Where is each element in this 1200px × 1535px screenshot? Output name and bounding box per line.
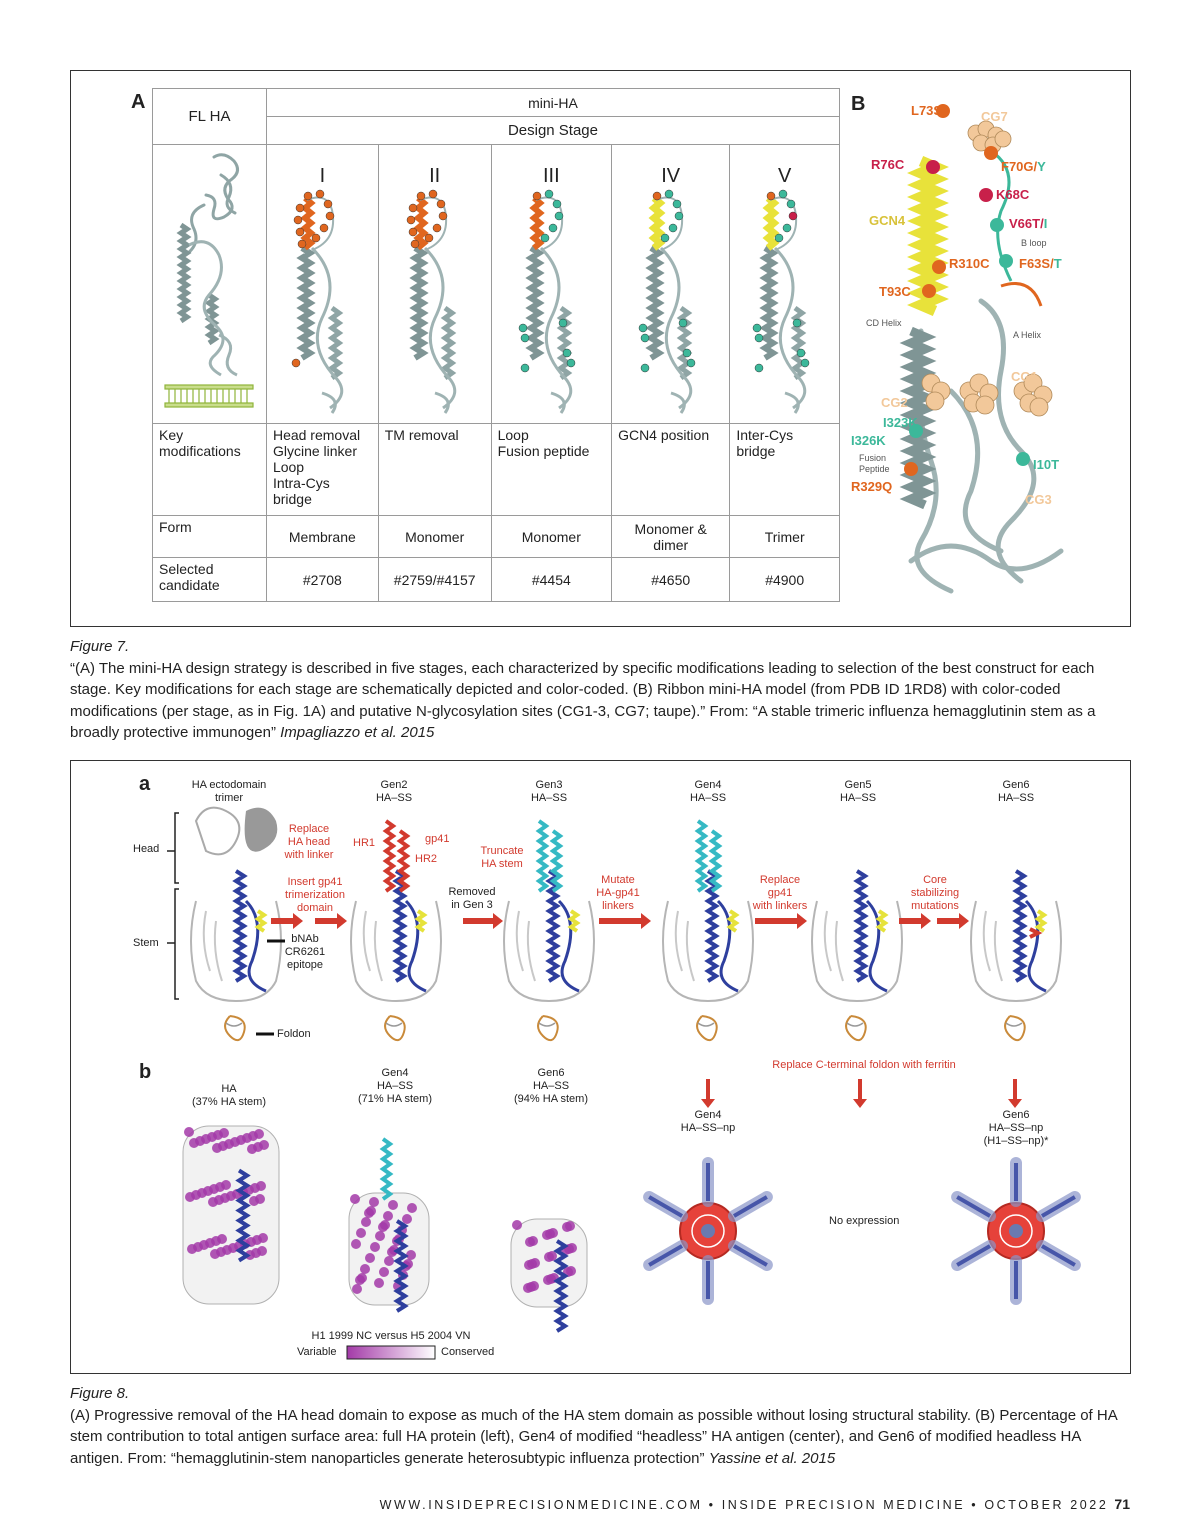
page-footer — [0, 1496, 1130, 1512]
label-i323k: I323K — [883, 415, 918, 430]
label-core-mutations: Core stabilizing mutations — [910, 874, 960, 912]
label-b-gen4: Gen4 HA–SS (71% HA stem) — [358, 1067, 432, 1105]
label-truncate: Truncate HA stem — [480, 845, 524, 870]
label-f63s: F63S/T — [1019, 256, 1062, 271]
mini-ha-header: mini-HA — [266, 89, 839, 117]
header-gen2: Gen2 HA–SS — [375, 779, 413, 804]
footer-text: WWW.INSIDEPRECISIONMEDICINE.COM • INSIDE PRECISION MEDICINE • OCTOBER 2022 — [379, 1498, 1109, 1512]
label-no-expression: No expression — [829, 1215, 900, 1227]
fl-ha-structure-cell — [153, 145, 267, 424]
label-b-gen6: Gen6 HA–SS (94% HA stem) — [514, 1067, 588, 1105]
stage-3-candidate: #4454 — [491, 558, 611, 602]
figure-7-citation: Impagliazzo et al. 2015 — [280, 724, 435, 741]
label-replace-gp41: Replace gp41 with linkers — [752, 874, 808, 912]
stage-3-label: III — [542, 165, 560, 187]
stage-4-structure — [621, 188, 721, 418]
header-ha-ectodomain: HA ectodomain trimer — [191, 779, 267, 804]
header-gen5: Gen5 HA–SS — [839, 779, 877, 804]
label-r310c: R310C — [949, 256, 990, 271]
stage-3-modifications: Loop Fusion peptide — [491, 424, 611, 516]
label-cg7: CG7 — [981, 109, 1008, 124]
label-k68c: K68C — [996, 187, 1030, 202]
stage-2-modifications: TM removal — [378, 424, 491, 516]
figure-8 — [70, 760, 1131, 1374]
stage-5-form: Trimer — [730, 516, 840, 558]
stage-2-candidate: #2759/#4157 — [378, 558, 491, 602]
stage-4-candidate: #4650 — [612, 558, 730, 602]
figure-7-caption — [70, 636, 1132, 744]
panel-a-letter-fig8: a — [139, 773, 151, 795]
label-removed-gen3: Removed in Gen 3 — [448, 886, 496, 911]
stage-3-cell — [491, 145, 611, 424]
label-replace-foldon: Replace C-terminal foldon with ferritin — [772, 1059, 956, 1071]
label-insert-gp41: Insert gp41 trimerization domain — [285, 876, 345, 914]
fl-ha-header: FL HA — [153, 89, 267, 145]
header-gen6: Gen6 HA–SS — [997, 779, 1035, 804]
figure-8-citation: Yassine et al. 2015 — [708, 1449, 836, 1467]
label-cg2: CG2 — [881, 395, 908, 410]
stage-3-structure — [501, 188, 601, 418]
figure-8-caption-title: Figure 8. — [70, 1385, 130, 1402]
stage-5-label: V — [778, 165, 792, 187]
label-gcn4: GCN4 — [869, 213, 906, 228]
stage-5-structure — [735, 188, 835, 418]
mini-ha-ribbon-model — [851, 91, 1121, 611]
stage-2-cell — [378, 145, 491, 424]
stage-4-form: Monomer & dimer — [612, 516, 730, 558]
stage-4-modifications: GCN4 position — [612, 424, 730, 516]
stage-4-label: IV — [661, 165, 681, 187]
legend-title: H1 1999 NC versus H5 2004 VN — [311, 1330, 471, 1342]
selected-candidate-label: Selected candidate — [153, 558, 267, 602]
label-replace-head: Replace HA head with linker — [284, 823, 334, 861]
form-label: Form — [153, 516, 267, 558]
label-i10t: I10T — [1033, 457, 1060, 472]
panel-b-letter-fig8: b — [139, 1061, 152, 1083]
stage-3-form: Monomer — [491, 516, 611, 558]
stage-1-structure — [272, 188, 372, 418]
stage-5-modifications: Inter-Cys bridge — [730, 424, 840, 516]
page-number: 71 — [1114, 1496, 1130, 1512]
figure-7-caption-body: “(A) The mini-HA design strategy is described in five stages, each characterized by specific modifications leading to selection of the best construct for each stage. Key modifications for each stage are schematically depicted and color-coded. (B) Ribbon mini-HA model (from PDB ID 1RD8) with color-coded modifications (per stage, as in Fig. 1A) and putative N-glycosylation sites (CG1-3, CG7; taupe).” From: “A stable trimeric influenza hemagglutinin stem as a broadly protective immunogen” — [70, 659, 1096, 741]
label-r329q: R329Q — [851, 479, 893, 494]
label-f70g: F70G/Y — [1001, 159, 1046, 174]
label-stem: Stem — [133, 937, 159, 949]
label-v66t: V66T/I — [1009, 216, 1048, 231]
figure-8-caption — [70, 1383, 1132, 1469]
stage-2-label: II — [429, 165, 441, 187]
label-b-loop: B loop — [1021, 238, 1047, 248]
label-peptide: Peptide — [859, 464, 890, 474]
label-l73s: L73S — [911, 103, 943, 118]
key-modifications-label: Key modifications — [153, 424, 267, 516]
label-t93c: T93C — [879, 284, 911, 299]
label-fusion: Fusion — [859, 453, 887, 463]
label-cg1: CG1 — [1011, 369, 1038, 384]
stage-5-candidate: #4900 — [730, 558, 840, 602]
label-b-ha: HA (37% HA stem) — [192, 1083, 266, 1108]
label-r76c: R76C — [871, 157, 905, 172]
stage-1-cell — [266, 145, 378, 424]
gen4-nanoparticle — [649, 1163, 767, 1299]
figure-7 — [70, 70, 1131, 627]
stage-4-cell — [612, 145, 730, 424]
label-hr2: HR2 — [415, 853, 438, 865]
label-a-helix: A Helix — [1013, 330, 1042, 340]
membrane-lipids-icon — [165, 385, 253, 407]
structure-row — [153, 145, 840, 424]
stage-1-label: I — [319, 165, 326, 187]
label-gen4-np: Gen4 HA–SS–np — [680, 1109, 736, 1134]
label-i326k: I326K — [851, 433, 886, 448]
legend-conserved: Conserved — [441, 1346, 495, 1358]
panel-b-letter: B — [851, 93, 866, 115]
gen6-nanoparticle — [957, 1163, 1075, 1299]
stage-1-candidate: #2708 — [266, 558, 378, 602]
design-stage-header: Design Stage — [266, 117, 839, 145]
figure-7-caption-title: Figure 7. — [70, 638, 130, 655]
label-cg3: CG3 — [1025, 492, 1052, 507]
label-cd-helix: CD Helix — [866, 318, 902, 328]
conservation-legend-bar — [347, 1346, 435, 1359]
label-gen6-np: Gen6 HA–SS–np (H1–SS–np)* — [983, 1109, 1049, 1147]
panel-a-letter: A — [131, 91, 146, 113]
stage-2-structure — [385, 188, 485, 418]
stage-1-modifications: Head removal Glycine linker Loop Intra-Cys bridge — [266, 424, 378, 516]
header-gen3: Gen3 HA–SS — [530, 779, 568, 804]
stage-1-form: Membrane — [266, 516, 378, 558]
label-bnab-epitope: bNAb CR6261 epitope — [284, 933, 326, 971]
header-gen4: Gen4 HA–SS — [689, 779, 727, 804]
design-stage-table — [152, 88, 840, 602]
figure-8-caption-body: (A) Progressive removal of the HA head domain to expose as much of the HA stem domain as possible without losing structural stability. (B) Percentage of HA stem contribution to total antigen surface area: full HA protein (left), Gen4 of modified “headless” HA antigen (center), and Gen6 of modified headless HA antigen. From: “hemagglutinin-stem nanoparticles generate heterosubtypic influenza protection” — [70, 1406, 1117, 1467]
label-foldon: Foldon — [277, 1028, 311, 1040]
stage-2-form: Monomer — [378, 516, 491, 558]
stage-5-cell — [730, 145, 840, 424]
label-head: Head — [133, 843, 160, 855]
label-gp41: gp41 — [425, 833, 450, 845]
fl-ha-ribbon-structure — [159, 145, 259, 420]
label-hr1: HR1 — [353, 837, 376, 849]
legend-variable: Variable — [297, 1346, 337, 1358]
label-mutate-linkers: Mutate HA-gp41 linkers — [596, 874, 640, 912]
